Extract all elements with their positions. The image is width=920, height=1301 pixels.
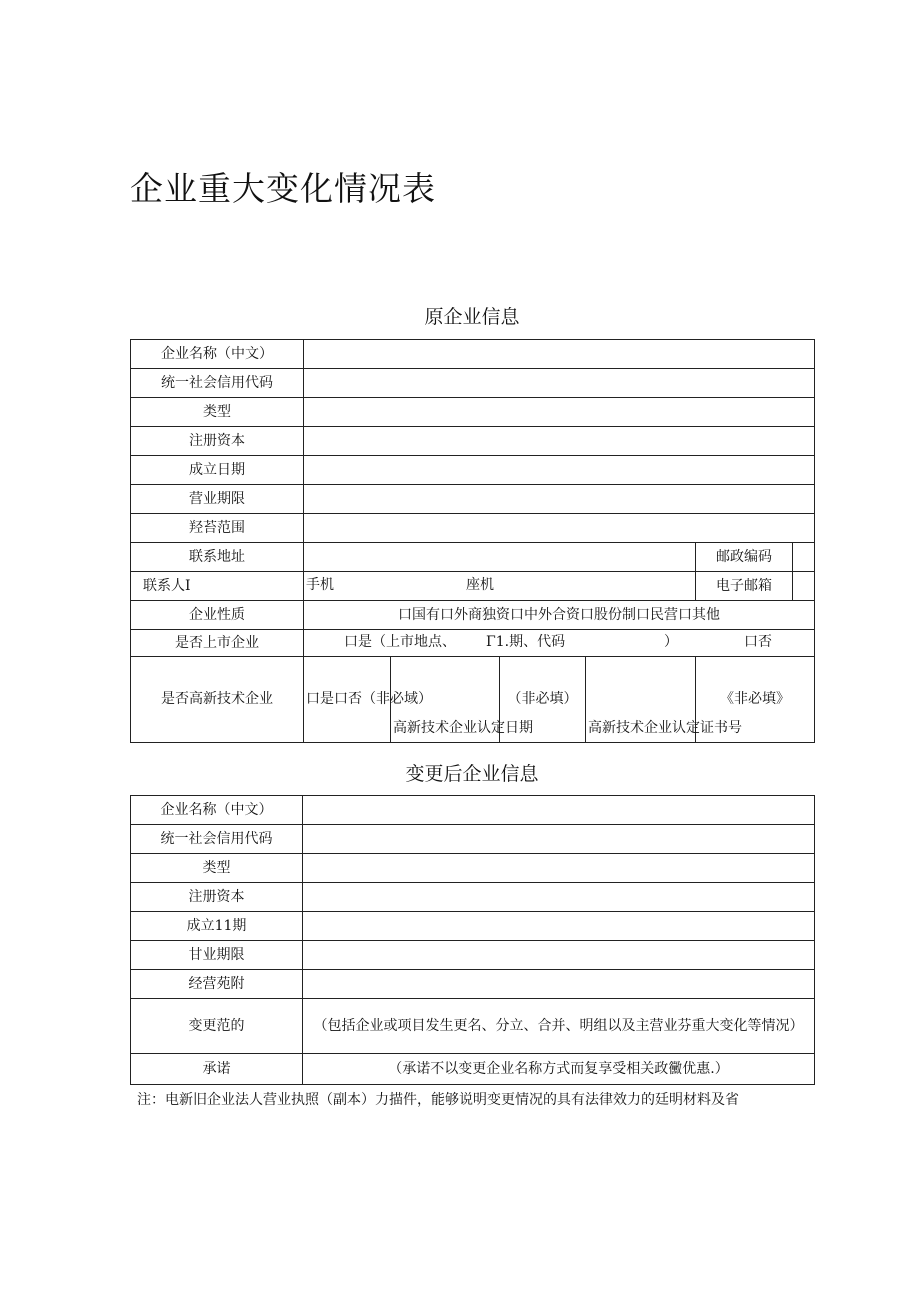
commitment-note[interactable]: （承诺不以变更企业名称方式而复享受相关政黴优惠.）: [303, 1054, 815, 1085]
input-new-company-name[interactable]: [303, 796, 815, 825]
label-company-nature: 企业性质: [131, 601, 304, 630]
label-new-established-date: 成立11期: [131, 912, 303, 941]
document-title: 企业重大变化情况表: [130, 169, 436, 208]
input-business-term[interactable]: [304, 485, 815, 514]
table-row: [131, 854, 815, 883]
table-row: [131, 398, 815, 427]
label-landline: 座机: [466, 577, 494, 593]
table-row: [131, 1054, 815, 1085]
table-row: [131, 601, 815, 630]
table-row: [131, 572, 815, 601]
table-row: [131, 970, 815, 999]
original-info-table: [130, 339, 815, 743]
table-row: [131, 485, 815, 514]
input-new-type[interactable]: [303, 854, 815, 883]
label-email: 电子邮箱: [696, 572, 793, 600]
label-new-type: 类型: [131, 854, 303, 883]
input-email[interactable]: [793, 572, 814, 600]
input-credit-code[interactable]: [304, 369, 815, 398]
section-title-changed: 变更后企业信息: [405, 763, 539, 785]
label-credit-code: 统一社会信用代码: [131, 369, 304, 398]
input-new-established-date[interactable]: [303, 912, 815, 941]
input-new-business-scope[interactable]: [303, 970, 815, 999]
table-row: [131, 657, 815, 743]
change-scope-note[interactable]: （包括企业或项目发生更名、分立、合并、明组以及主营业芬重大变化等情况）: [303, 999, 815, 1054]
input-registered-capital[interactable]: [304, 427, 815, 456]
input-new-credit-code[interactable]: [303, 825, 815, 854]
label-change-scope: 变更范的: [131, 999, 303, 1054]
listed-date-code-label: Γ1.期、代码: [486, 634, 566, 650]
label-business-scope: 羟苔范围: [131, 514, 304, 543]
label-commitment: 承诺: [131, 1054, 303, 1085]
label-registered-capital: 注册资本: [131, 427, 304, 456]
section-title-original: 原企业信息: [424, 306, 520, 328]
table-row: [131, 883, 815, 912]
table-row: [131, 543, 815, 572]
input-established-date[interactable]: [304, 456, 815, 485]
label-hitech-company: 是否高新技术企业: [131, 657, 304, 743]
label-postal-code: 邮政编码: [696, 543, 793, 571]
label-new-credit-code: 统一社会信用代码: [131, 825, 303, 854]
footnote: 注：电新旧企业法人营业执照（副本）力描件，能够说明变更情况的具有法律效力的廷明材料及省: [137, 1092, 739, 1108]
label-new-company-name: 企业名称（中文）: [131, 796, 303, 825]
input-type[interactable]: [304, 398, 815, 427]
company-nature-options[interactable]: 口国有口外商独资口中外合资口股份制口民营口其他: [304, 601, 815, 630]
listed-yes-option[interactable]: 口是（上市地点、: [344, 634, 456, 650]
label-business-term: 营业期限: [131, 485, 304, 514]
input-address[interactable]: [304, 543, 696, 572]
listed-close-paren: ）: [664, 634, 678, 650]
label-hitech-cert-number: 高新技术企业认定证书号: [586, 657, 696, 743]
label-new-business-term: 甘业期限: [131, 941, 303, 970]
input-hitech-cert-date[interactable]: （非必填）: [500, 657, 586, 743]
label-mobile: 手机: [306, 577, 334, 593]
table-row: [131, 630, 815, 657]
table-row: [131, 427, 815, 456]
table-row: [131, 941, 815, 970]
label-listed-company: 是否上市企业: [131, 630, 304, 657]
input-company-name[interactable]: [304, 340, 815, 369]
table-row: [131, 825, 815, 854]
input-business-scope[interactable]: [304, 514, 815, 543]
label-company-name: 企业名称（中文）: [131, 340, 304, 369]
table-row: [131, 514, 815, 543]
label-type: 类型: [131, 398, 304, 427]
table-row: [131, 912, 815, 941]
listed-no-option[interactable]: 口否: [744, 634, 772, 650]
input-hitech-cert-number[interactable]: 《非必填》: [696, 657, 815, 743]
table-row: [131, 796, 815, 825]
changed-info-table: [130, 795, 815, 1085]
label-established-date: 成立日期: [131, 456, 304, 485]
table-row: [131, 456, 815, 485]
input-new-business-term[interactable]: [303, 941, 815, 970]
label-address: 联系地址: [131, 543, 304, 572]
label-hitech-cert-date: 高新技术企业认定日期: [391, 657, 500, 743]
hitech-yes-no-option[interactable]: 口是口否（非必域）: [304, 657, 391, 743]
table-row: [131, 999, 815, 1054]
input-postal-code[interactable]: [793, 543, 814, 571]
label-contact-person: 联系人I: [131, 572, 304, 601]
label-new-business-scope: 经营苑附: [131, 970, 303, 999]
input-new-registered-capital[interactable]: [303, 883, 815, 912]
table-row: [131, 369, 815, 398]
table-row: [131, 340, 815, 369]
label-new-registered-capital: 注册资本: [131, 883, 303, 912]
